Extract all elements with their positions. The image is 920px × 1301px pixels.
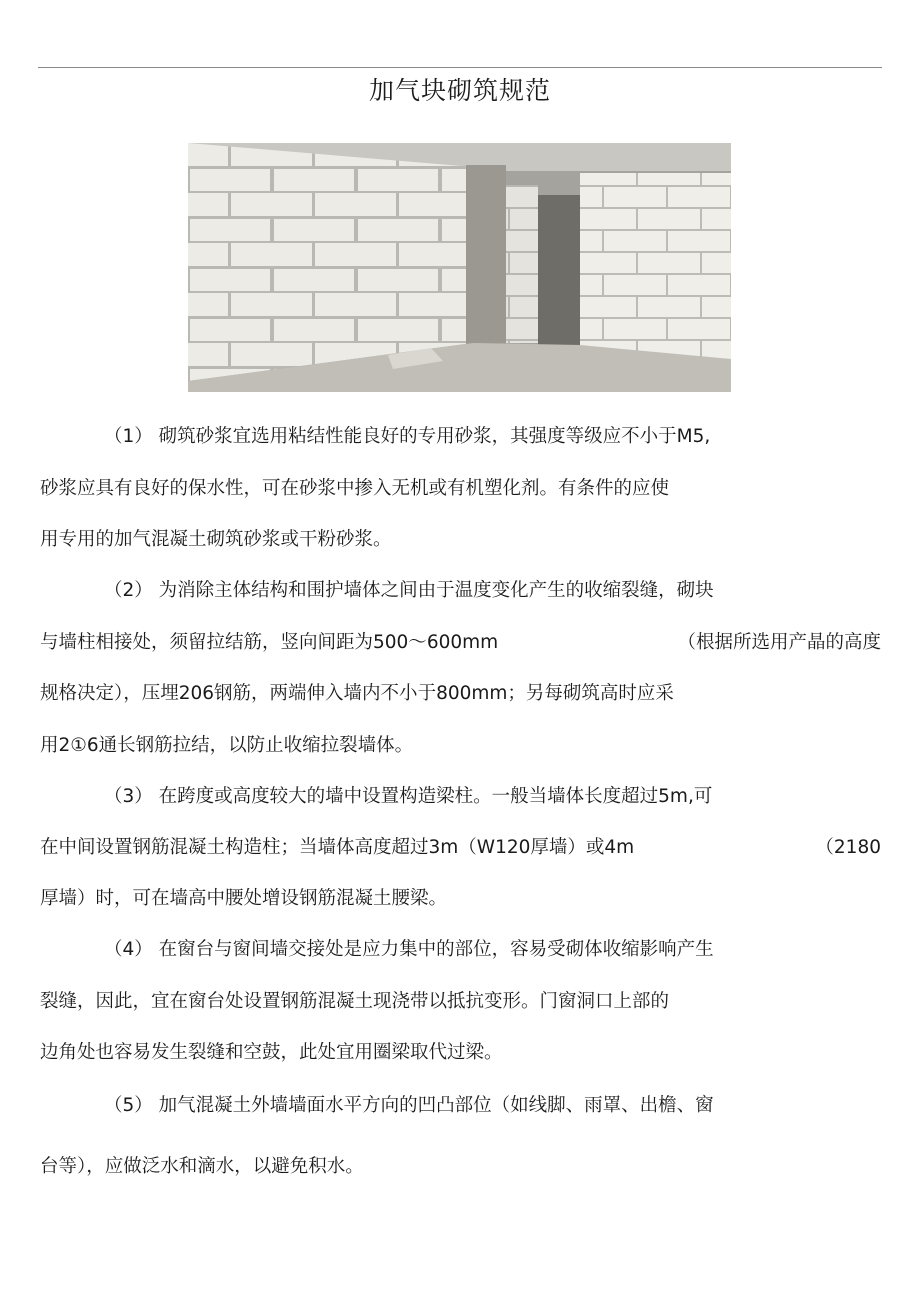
paragraph-5-line-1: （5） 加气混凝土外墙墙面水平方向的凹凸部位（如线脚、雨罩、出檐、窗 <box>104 1095 714 1116</box>
wall-photo <box>188 143 731 392</box>
paragraph-4-line-3: 边角处也容易发生裂缝和空鼓，此处宜用圈梁取代过梁。 <box>40 1042 503 1063</box>
paragraph-3-line-3: 厚墙）时，可在墙高中腰处增设钢筋混凝土腰梁。 <box>40 888 448 909</box>
paragraph-5-line-2: 台等），应做泛水和滴水，以避免积水。 <box>40 1156 364 1177</box>
paragraph-2-line-3: 规格决定），压埋206钢筋，两端伸入墙内不小于800mm；另每砌筑高时应采 <box>40 683 674 704</box>
paragraph-2-line-2b: （根据所选用产晶的高度 <box>677 632 881 653</box>
paragraph-3-line-1: （3） 在跨度或高度较大的墙中设置构造梁柱。一般当墙体长度超过5m,可 <box>104 786 713 807</box>
paragraph-2-line-2a: 与墙柱相接处，须留拉结筋，竖向间距为500〜600mm <box>40 632 499 653</box>
paragraph-1-line-2: 砂浆应具有良好的保水性，可在砂浆中掺入无机或有机塑化剂。有条件的应使 <box>40 478 670 499</box>
paragraph-1-line-1: （1） 砌筑砂浆宜选用粘结性能良好的专用砂浆，其强度等级应不小于M5, <box>104 426 711 447</box>
paragraph-1-line-3: 用专用的加气混凝土砌筑砂浆或干粉砂浆。 <box>40 529 392 550</box>
paragraph-3-line-2a: 在中间设置钢筋混凝土构造柱；当墙体高度超过3m（W120厚墙）或4m <box>40 837 635 858</box>
paragraph-2-line-1: （2） 为消除主体结构和围护墙体之间由于温度变化产生的收缩裂缝，砌块 <box>104 580 714 601</box>
paragraph-3-line-2b: （2180 <box>815 837 881 858</box>
page-title: 加气块砌筑规范 <box>368 76 551 105</box>
header-rule <box>38 67 882 68</box>
paragraph-4-line-2: 裂缝，因此，宜在窗台处设置钢筋混凝土现浇带以抵抗变形。门窗洞口上部的 <box>40 991 670 1012</box>
paragraph-2-line-4: 用2①6通长钢筋拉结，以防止收缩拉裂墙体。 <box>40 735 414 756</box>
paragraph-4-line-1: （4） 在窗台与窗间墙交接处是应力集中的部位，容易受砌体收缩影响产生 <box>104 939 714 960</box>
